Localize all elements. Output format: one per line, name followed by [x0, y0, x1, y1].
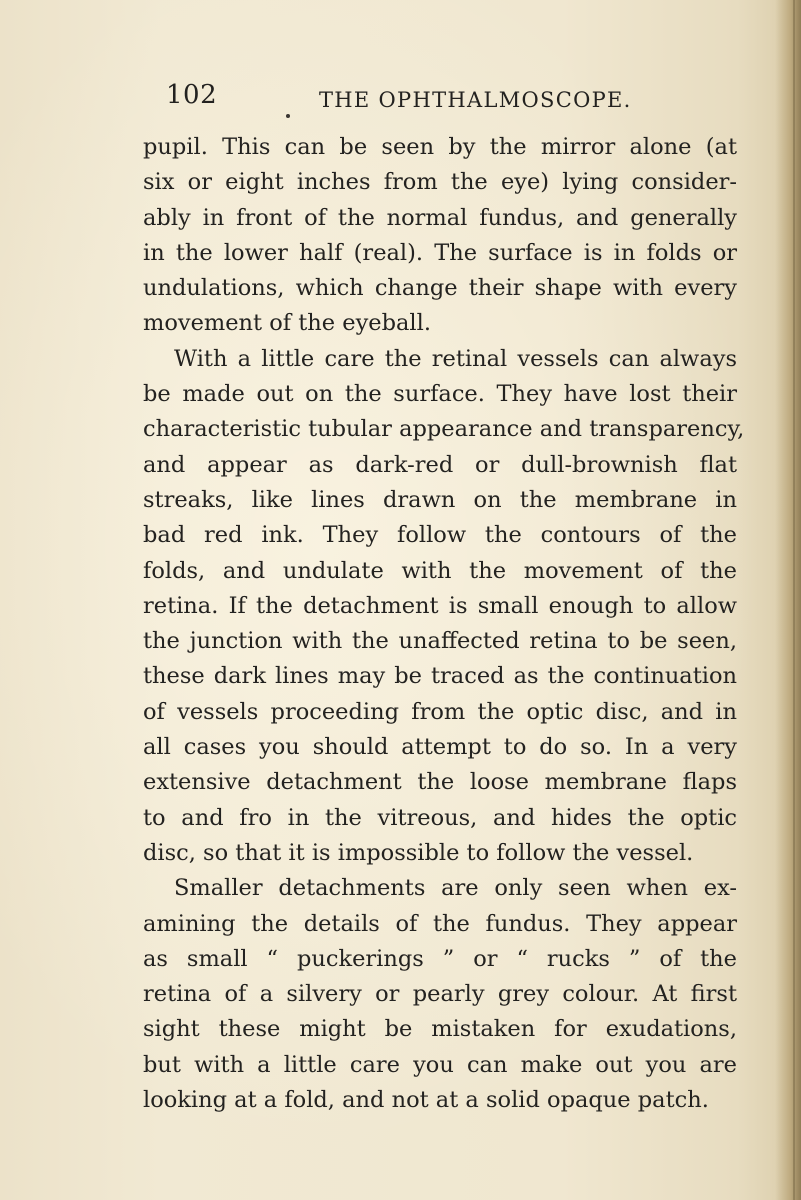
text-line: extensive detachment the loose membrane flaps	[143, 769, 737, 796]
paragraph-3	[143, 871, 737, 1118]
text-line: folds, and undulate with the movement of the	[143, 557, 737, 584]
page-edge-line	[793, 0, 795, 1200]
page-number: 102	[166, 80, 218, 110]
text-line: movement of the eyeball.	[143, 310, 431, 337]
text-line: Smaller detachments are only seen when ex-	[174, 875, 737, 902]
text-line: be made out on the surface. They have lost their	[143, 381, 737, 408]
text-line: disc, so that it is impossible to follow the vessel.	[143, 839, 694, 866]
text-line: of vessels proceeding from the optic disc, and in	[143, 698, 737, 725]
paragraph-2	[143, 342, 745, 871]
print-speck	[286, 114, 290, 118]
text-line: the junction with the unaffected retina to be seen,	[143, 628, 737, 655]
text-line: all cases you should attempt to do so. In a very	[143, 734, 737, 761]
text-line: six or eight inches from the eye) lying consider-	[143, 169, 737, 196]
text-line: as small “ puckerings ” or “ rucks ” of the	[143, 945, 737, 972]
text-line: looking at a fold, and not at a solid opaque patch.	[143, 1087, 709, 1114]
running-head: THE OPHTHALMOSCOPE.	[319, 88, 632, 112]
text-line: but with a little care you can make out you are	[143, 1051, 737, 1078]
body-text	[143, 130, 745, 1118]
text-line: these dark lines may be traced as the continuation	[143, 663, 737, 690]
text-line: retina of a silvery or pearly grey colour. At first	[143, 981, 737, 1008]
text-line: amining the details of the fundus. They appear	[143, 910, 737, 937]
page-edge-shadow	[775, 0, 801, 1200]
text-line: pupil. This can be seen by the mirror alone (at	[143, 134, 737, 160]
text-line: streaks, like lines drawn on the membrane in	[143, 486, 737, 513]
text-line: characteristic tubular appearance and transparency,	[143, 416, 745, 443]
text-line: ably in front of the normal fundus, and generally	[143, 204, 737, 231]
text-line: undulations, which change their shape with every	[143, 275, 737, 302]
text-line: to and fro in the vitreous, and hides the optic	[143, 804, 737, 831]
text-line: With a little care the retinal vessels can always	[174, 345, 737, 372]
text-line: bad red ink. They follow the contours of the	[143, 522, 737, 549]
paragraph-1	[143, 130, 737, 342]
text-line: sight these might be mistaken for exudations,	[143, 1016, 737, 1043]
text-line: in the lower half (real). The surface is in folds or	[143, 239, 737, 266]
text-line: and appear as dark-red or dull-brownish flat	[143, 451, 737, 478]
text-line: retina. If the detachment is small enough to allow	[143, 592, 737, 619]
